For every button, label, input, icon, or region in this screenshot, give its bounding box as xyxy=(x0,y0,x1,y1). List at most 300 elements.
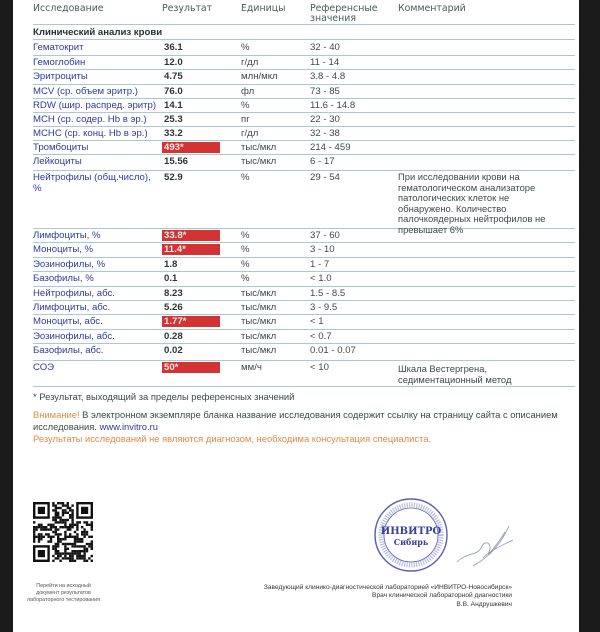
test-name: MCH (ср. содер. Hb в эр.) xyxy=(33,114,147,125)
qr-module xyxy=(79,555,81,557)
comment-line: обнаружено. Количество xyxy=(398,202,507,214)
qr-module xyxy=(57,557,59,559)
qr-module xyxy=(71,512,73,514)
row-divider xyxy=(33,154,575,155)
qr-module xyxy=(69,524,71,526)
qr-module xyxy=(50,528,52,530)
qr-module xyxy=(71,555,73,557)
qr-module xyxy=(50,536,52,538)
qr-module xyxy=(57,521,59,523)
warning-label: Внимание! xyxy=(33,409,80,420)
header-result: Результат xyxy=(162,3,213,14)
qr-module xyxy=(40,538,42,540)
test-unit: мм/ч xyxy=(241,362,262,373)
qr-module xyxy=(83,552,85,554)
qr-module xyxy=(55,543,57,545)
qr-module xyxy=(57,543,59,545)
qr-module xyxy=(33,531,35,533)
qr-module xyxy=(71,524,73,526)
qr-module xyxy=(91,560,93,562)
qr-module xyxy=(71,519,73,521)
qr-module xyxy=(33,528,35,530)
qr-module xyxy=(59,538,61,540)
test-name: Гематокрит xyxy=(33,42,84,53)
row-divider xyxy=(33,257,575,258)
qr-module xyxy=(69,536,71,538)
qr-module xyxy=(45,526,47,528)
signer-line3: В.В. Андрушкевич xyxy=(456,600,512,608)
row-divider xyxy=(33,314,575,315)
qr-module xyxy=(64,519,66,521)
qr-module xyxy=(74,543,76,545)
row-divider xyxy=(33,112,575,113)
qr-module xyxy=(91,540,93,542)
qr-module xyxy=(55,545,57,547)
qr-module xyxy=(79,550,81,552)
qr-module xyxy=(81,555,83,557)
qr-module xyxy=(76,524,78,526)
test-name: Нейтрофилы (общ.число), xyxy=(33,172,151,183)
qr-module xyxy=(57,507,59,509)
qr-module xyxy=(71,543,73,545)
qr-module xyxy=(81,540,83,542)
qr-module xyxy=(74,545,76,547)
row-divider xyxy=(33,271,575,272)
qr-module xyxy=(57,555,59,557)
qr-module xyxy=(57,536,59,538)
qr-caption-line: лабораторного тестирования xyxy=(26,597,101,603)
warning-text2: исследования. xyxy=(33,421,100,432)
qr-module xyxy=(40,533,42,535)
row-divider xyxy=(33,140,575,141)
test-ref-range: < 1.0 xyxy=(310,273,332,284)
lab-stamp xyxy=(373,497,449,573)
test-result: 25.3 xyxy=(164,114,183,125)
qr-module xyxy=(67,502,69,504)
test-unit: % xyxy=(241,172,250,183)
qr-module xyxy=(55,526,57,528)
row-divider xyxy=(33,286,575,287)
qr-module xyxy=(52,509,54,511)
row-divider xyxy=(33,329,575,330)
flagged-result: 33.8* xyxy=(162,230,220,241)
qr-module xyxy=(64,512,66,514)
qr-module xyxy=(83,533,85,535)
qr-module xyxy=(55,550,57,552)
qr-module xyxy=(83,536,85,538)
test-name: MCHC (ср. конц. Hb в эр.) xyxy=(33,128,148,139)
qr-module xyxy=(47,540,49,542)
test-result: 36.1 xyxy=(164,42,183,53)
qr-module xyxy=(86,521,88,523)
test-unit: пг xyxy=(241,114,250,125)
qr-module xyxy=(76,528,78,530)
qr-module xyxy=(33,526,35,528)
qr-module xyxy=(52,504,54,506)
qr-module xyxy=(33,533,35,535)
qr-module xyxy=(62,512,64,514)
qr-module xyxy=(52,560,54,562)
qr-module xyxy=(91,526,93,528)
qr-module xyxy=(59,526,61,528)
qr-module xyxy=(64,509,66,511)
qr-module xyxy=(91,521,93,523)
test-ref-range: 32 - 38 xyxy=(310,128,340,139)
qr-module xyxy=(83,557,85,559)
qr-module xyxy=(38,533,40,535)
footnote: * Результат, выходящий за пределы референсных значений xyxy=(33,391,295,402)
comment-line: палочкоядерных нейтрофилов не xyxy=(398,213,546,224)
test-name: Лимфоциты, % xyxy=(33,230,101,241)
qr-module xyxy=(67,528,69,530)
test-name: Эозинофилы, абс. xyxy=(33,331,115,342)
qr-module xyxy=(83,550,85,552)
qr-module xyxy=(67,543,69,545)
qr-module xyxy=(83,531,85,533)
signature xyxy=(453,522,517,568)
test-unit: г/дл xyxy=(241,128,259,139)
qr-module xyxy=(76,550,78,552)
qr-module xyxy=(83,548,85,550)
qr-module xyxy=(38,538,40,540)
invitro-link[interactable]: www.invitro.ru xyxy=(99,421,158,432)
qr-module xyxy=(43,526,45,528)
signer-line2: Врач клинической лабораторной диагностики xyxy=(372,592,512,600)
stamp-line1: ИНВИТРО xyxy=(380,526,442,537)
notice-line3 xyxy=(33,433,573,445)
qr-module xyxy=(69,516,71,518)
qr-module xyxy=(91,536,93,538)
header-ref xyxy=(310,4,378,24)
qr-module xyxy=(62,504,64,506)
qr-module xyxy=(76,536,78,538)
qr-module xyxy=(55,519,57,521)
qr-module xyxy=(59,519,61,521)
qr-module xyxy=(69,528,71,530)
qr-module xyxy=(55,557,57,559)
qr-module xyxy=(71,514,73,516)
test-ref-range: 29 - 54 xyxy=(310,172,340,183)
test-name: Гемоглобин xyxy=(33,57,86,68)
comment-esr xyxy=(398,364,511,385)
qr-module xyxy=(55,521,57,523)
row-divider xyxy=(33,39,575,40)
notice xyxy=(33,409,573,445)
qr-module xyxy=(57,552,59,554)
qr-module xyxy=(64,524,66,526)
qr-module xyxy=(69,507,71,509)
qr-module xyxy=(76,540,78,542)
row-divider xyxy=(33,98,575,99)
row-divider xyxy=(33,386,575,387)
qr-module xyxy=(74,531,76,533)
qr-module xyxy=(76,552,78,554)
test-ref-range: 6 - 17 xyxy=(310,156,335,167)
qr-module xyxy=(88,543,90,545)
lab-report-page xyxy=(13,0,579,632)
qr-module xyxy=(52,536,54,538)
test-unit: тыс/мкл xyxy=(241,156,277,167)
flagged-result: 11.4* xyxy=(162,244,220,255)
qr-module xyxy=(67,504,69,506)
qr-module xyxy=(40,536,42,538)
qr-finder xyxy=(38,550,45,557)
qr-finder xyxy=(38,507,45,514)
qr-module xyxy=(55,512,57,514)
qr-module xyxy=(59,521,61,523)
row-divider xyxy=(33,360,575,361)
qr-module xyxy=(35,526,37,528)
qr-module xyxy=(81,533,83,535)
qr-module xyxy=(83,545,85,547)
test-ref-range: 3 - 10 xyxy=(310,244,335,255)
qr-module xyxy=(67,557,69,559)
qr-module xyxy=(62,509,64,511)
test-name: СОЭ xyxy=(33,362,55,373)
qr-module xyxy=(57,533,59,535)
row-divider xyxy=(33,69,575,70)
qr-module xyxy=(86,533,88,535)
test-name: Базофилы, абс. xyxy=(33,345,104,356)
qr-module xyxy=(62,519,64,521)
test-name: RDW (шир. распред. эритр) xyxy=(33,100,157,111)
qr-module xyxy=(35,528,37,530)
qr-module xyxy=(62,557,64,559)
qr-module xyxy=(91,555,93,557)
qr-module xyxy=(71,557,73,559)
qr-module xyxy=(38,540,40,542)
qr-module xyxy=(38,524,40,526)
qr-module xyxy=(81,531,83,533)
qr-module xyxy=(57,516,59,518)
qr-module xyxy=(57,550,59,552)
test-name: Лейкоциты xyxy=(33,156,82,167)
qr-module xyxy=(74,552,76,554)
qr-caption-line: документ результатов xyxy=(36,590,91,596)
qr-module xyxy=(76,545,78,547)
signer-block xyxy=(264,584,512,609)
qr-module xyxy=(62,538,64,540)
test-ref-range: 11.6 - 14.8 xyxy=(310,100,356,111)
qr-module xyxy=(64,552,66,554)
test-name: Эозинофилы, % xyxy=(33,259,106,270)
qr-module xyxy=(86,531,88,533)
qr-module xyxy=(59,540,61,542)
qr-module xyxy=(69,560,71,562)
qr-module xyxy=(62,502,64,504)
qr-module xyxy=(62,543,64,545)
flagged-result: 1.77* xyxy=(162,316,220,327)
qr-module xyxy=(57,528,59,530)
qr-module xyxy=(71,536,73,538)
qr-module xyxy=(50,538,52,540)
test-result: 33.2 xyxy=(164,128,183,139)
test-name: Моноциты, % xyxy=(33,244,94,255)
qr-module xyxy=(47,524,49,526)
qr-module xyxy=(81,545,83,547)
qr-module xyxy=(74,550,76,552)
test-ref-range: 73 - 85 xyxy=(310,86,340,97)
test-name: MCV (ср. объем эритр.) xyxy=(33,86,138,97)
qr-module xyxy=(52,526,54,528)
row-divider xyxy=(33,300,575,301)
header-ref-line1: Референсные xyxy=(310,3,378,14)
qr-module xyxy=(33,521,35,523)
qr-module xyxy=(50,524,52,526)
qr-module xyxy=(52,524,54,526)
qr-module xyxy=(64,557,66,559)
qr-module xyxy=(74,540,76,542)
qr-module xyxy=(69,555,71,557)
qr-module xyxy=(64,521,66,523)
qr-module xyxy=(79,538,81,540)
qr-module xyxy=(91,543,93,545)
qr-module xyxy=(67,526,69,528)
qr-module xyxy=(64,538,66,540)
qr-module xyxy=(91,545,93,547)
test-unit: млн/мкл xyxy=(241,71,278,82)
test-name: Моноциты, абс. xyxy=(33,316,103,327)
test-ref-range: 37 - 60 xyxy=(310,230,340,241)
test-result: 0.02 xyxy=(164,345,183,356)
test-result: 14.1 xyxy=(164,100,183,111)
qr-module xyxy=(67,536,69,538)
test-unit: тыс/мкл xyxy=(241,345,277,356)
comment-neutrophils xyxy=(398,172,545,235)
test-unit: % xyxy=(241,273,250,284)
qr-module xyxy=(47,528,49,530)
qr-module xyxy=(71,516,73,518)
row-divider xyxy=(33,242,575,243)
comment-line: Шкала Вестергрена, xyxy=(398,363,488,374)
qr-module xyxy=(88,545,90,547)
test-ref-range: 1.5 - 8.5 xyxy=(310,288,346,299)
qr-module xyxy=(40,524,42,526)
qr-module xyxy=(57,512,59,514)
qr-module xyxy=(64,533,66,535)
qr-module xyxy=(55,507,57,509)
qr-module xyxy=(59,533,61,535)
qr-module xyxy=(43,536,45,538)
qr-module xyxy=(76,526,78,528)
qr-module xyxy=(67,512,69,514)
qr-caption xyxy=(21,583,106,604)
header-test: Исследование xyxy=(33,3,104,14)
test-ref-range: 3.8 - 4.8 xyxy=(310,71,346,82)
test-unit: тыс/мкл xyxy=(241,142,277,153)
qr-module xyxy=(71,552,73,554)
warning-text: В электронном экземпляре бланка название исследования содержит ссылку на страницу сайта с описанием xyxy=(79,409,558,420)
qr-module xyxy=(67,519,69,521)
row-divider xyxy=(33,24,575,25)
test-result: 4.75 xyxy=(164,71,183,82)
qr-module xyxy=(59,555,61,557)
qr-module xyxy=(59,502,61,504)
test-ref-range: 22 - 30 xyxy=(310,114,340,125)
qr-module xyxy=(64,504,66,506)
qr-module xyxy=(83,521,85,523)
qr-module xyxy=(62,552,64,554)
qr-module xyxy=(71,526,73,528)
row-divider xyxy=(33,343,575,344)
qr-module xyxy=(38,536,40,538)
qr-module xyxy=(50,526,52,528)
test-unit: % xyxy=(241,230,250,241)
qr-code[interactable] xyxy=(33,502,93,562)
qr-module xyxy=(81,550,83,552)
header-comment: Комментарий xyxy=(398,3,466,14)
comment-line: превышает 6% xyxy=(398,223,464,235)
test-ref-range: < 10 xyxy=(310,362,329,373)
test-unit: % xyxy=(241,42,250,53)
test-unit: тыс/мкл xyxy=(241,302,277,313)
test-name: Нейтрофилы, абс. xyxy=(33,288,115,299)
test-unit: % xyxy=(241,244,250,255)
qr-module xyxy=(69,533,71,535)
qr-module xyxy=(91,528,93,530)
qr-module xyxy=(69,509,71,511)
qr-module xyxy=(64,531,66,533)
qr-module xyxy=(74,524,76,526)
qr-module xyxy=(64,555,66,557)
qr-module xyxy=(91,548,93,550)
qr-module xyxy=(52,548,54,550)
comment-line: При исследовании крови на xyxy=(398,171,520,182)
qr-module xyxy=(83,560,85,562)
qr-module xyxy=(55,504,57,506)
qr-module xyxy=(88,524,90,526)
comment-line: гематологическом анализаторе xyxy=(398,181,536,193)
qr-module xyxy=(76,533,78,535)
test-result: 8.23 xyxy=(164,288,183,299)
qr-module xyxy=(55,516,57,518)
qr-module xyxy=(45,533,47,535)
qr-module xyxy=(67,548,69,550)
qr-module xyxy=(57,538,59,540)
qr-module xyxy=(74,538,76,540)
qr-module xyxy=(43,528,45,530)
test-unit: фл xyxy=(241,86,255,97)
row-divider xyxy=(33,126,575,127)
qr-module xyxy=(86,550,88,552)
qr-module xyxy=(71,550,73,552)
qr-module xyxy=(79,540,81,542)
test-unit: тыс/мкл xyxy=(241,288,277,299)
qr-module xyxy=(71,545,73,547)
qr-module xyxy=(79,552,81,554)
qr-module xyxy=(79,521,81,523)
disclaimer: Результаты исследований не являются диагнозом, необходима консультация специалиста. xyxy=(33,433,432,444)
header-ref-line2: значения xyxy=(310,13,357,24)
comment-line: патологических клеток не xyxy=(398,192,510,203)
flagged-result: 50* xyxy=(162,362,220,373)
test-ref-range: 3 - 9.5 xyxy=(310,302,338,313)
qr-module xyxy=(55,509,57,511)
qr-module xyxy=(69,552,71,554)
qr-module xyxy=(91,524,93,526)
flagged-result: 493* xyxy=(162,142,220,153)
notice-line1 xyxy=(33,409,573,421)
test-unit: % xyxy=(241,259,250,270)
qr-module xyxy=(55,533,57,535)
qr-module xyxy=(52,531,54,533)
qr-module xyxy=(86,548,88,550)
test-unit: тыс/мкл xyxy=(241,316,277,327)
test-result: 12.0 xyxy=(164,57,183,68)
qr-module xyxy=(76,521,78,523)
qr-module xyxy=(59,560,61,562)
qr-module xyxy=(64,550,66,552)
